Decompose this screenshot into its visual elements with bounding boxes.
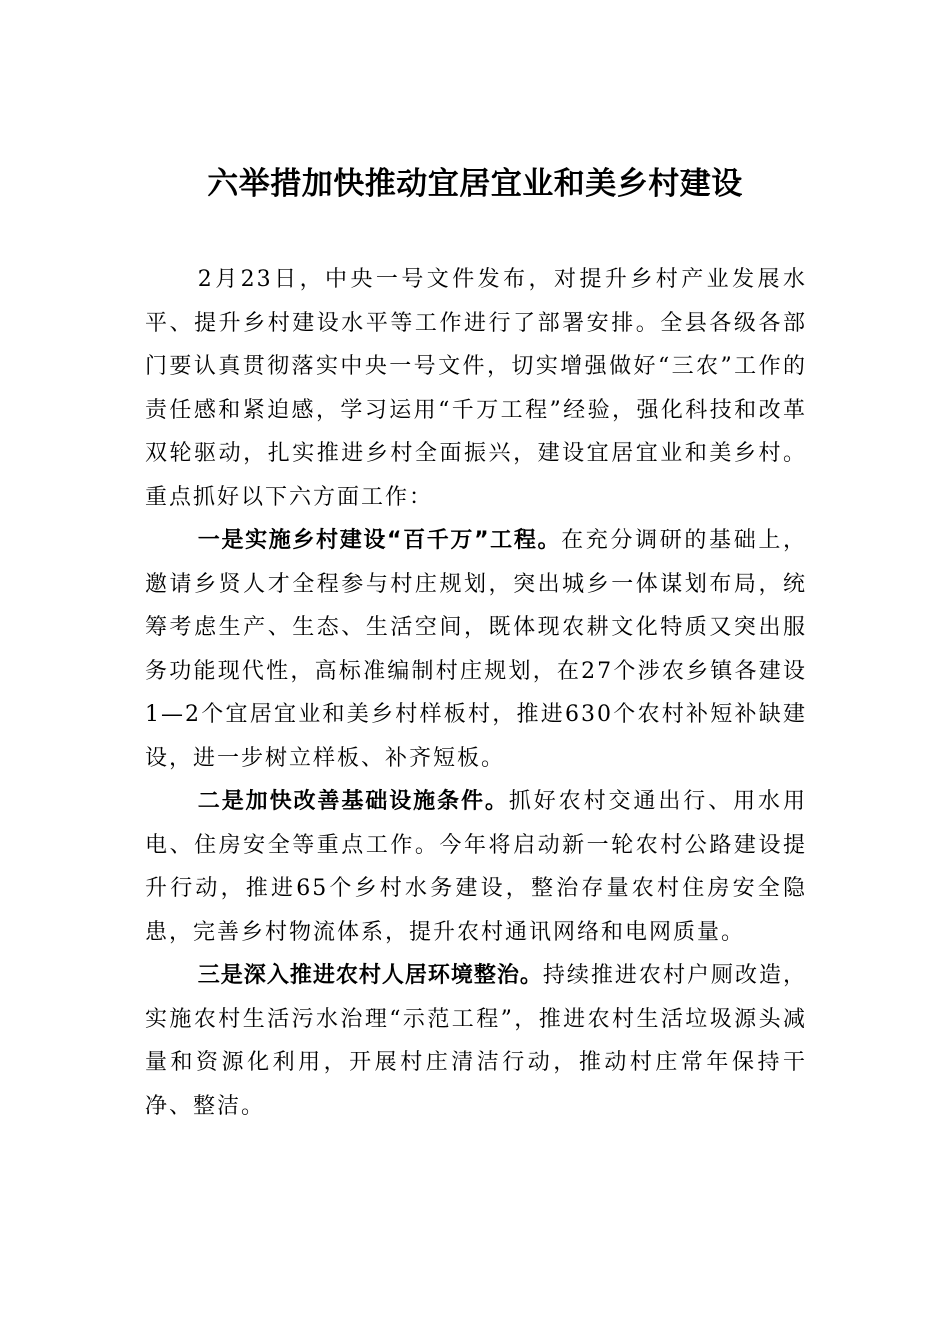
- section-3-lead: 三是深入推进农村人居环境整治。: [197, 963, 543, 988]
- section-1-lead: 一是实施乡村建设“百千万”工程。: [197, 528, 562, 553]
- section-paragraph-2: [145, 780, 807, 954]
- section-1-text: 在充分调研的基础上，邀请乡贤人才全程参与村庄规划，突出城乡一体谋划布局，统筹考虑生产、生态、生活空间，既体现农耕文化特质又突出服务功能现代性，高标准编制村庄规划，在27个涉农乡镇各建设1—2个宜居宜业和美乡村样板村，推进630个农村补短补缺建设，进一步树立样板、补齐短板。: [145, 528, 807, 771]
- document-body: [145, 258, 807, 1128]
- section-2-lead: 二是加快改善基础设施条件。: [197, 789, 509, 814]
- section-paragraph-1: [145, 519, 807, 780]
- section-3-text: 持续推进农村户厕改造，实施农村生活污水治理“示范工程”，推进农村生活垃圾源头减量和资源化利用，开展村庄清洁行动，推动村庄常年保持干净、整洁。: [145, 963, 807, 1119]
- section-2-text: 抓好农村交通出行、用水用电、住房安全等重点工作。今年将启动新一轮农村公路建设提升行动，推进65个乡村水务建设，整治存量农村住房安全隐患，完善乡村物流体系，提升农村通讯网络和电网质量。: [145, 789, 807, 945]
- document-title: 六举措加快推动宜居宜业和美乡村建设: [207, 166, 743, 202]
- document-page: [145, 0, 807, 1344]
- intro-paragraph: 2月23日，中央一号文件发布，对提升乡村产业发展水平、提升乡村建设水平等工作进行了部署安排。全县各级各部门要认真贯彻落实中央一号文件，切实增强做好“三农”工作的责任感和紧迫感，学习运用“千万工程”经验，强化科技和改革双轮驱动，扎实推进乡村全面振兴，建设宜居宜业和美乡村。重点抓好以下六方面工作：: [145, 267, 807, 510]
- section-paragraph-3: [145, 954, 807, 1128]
